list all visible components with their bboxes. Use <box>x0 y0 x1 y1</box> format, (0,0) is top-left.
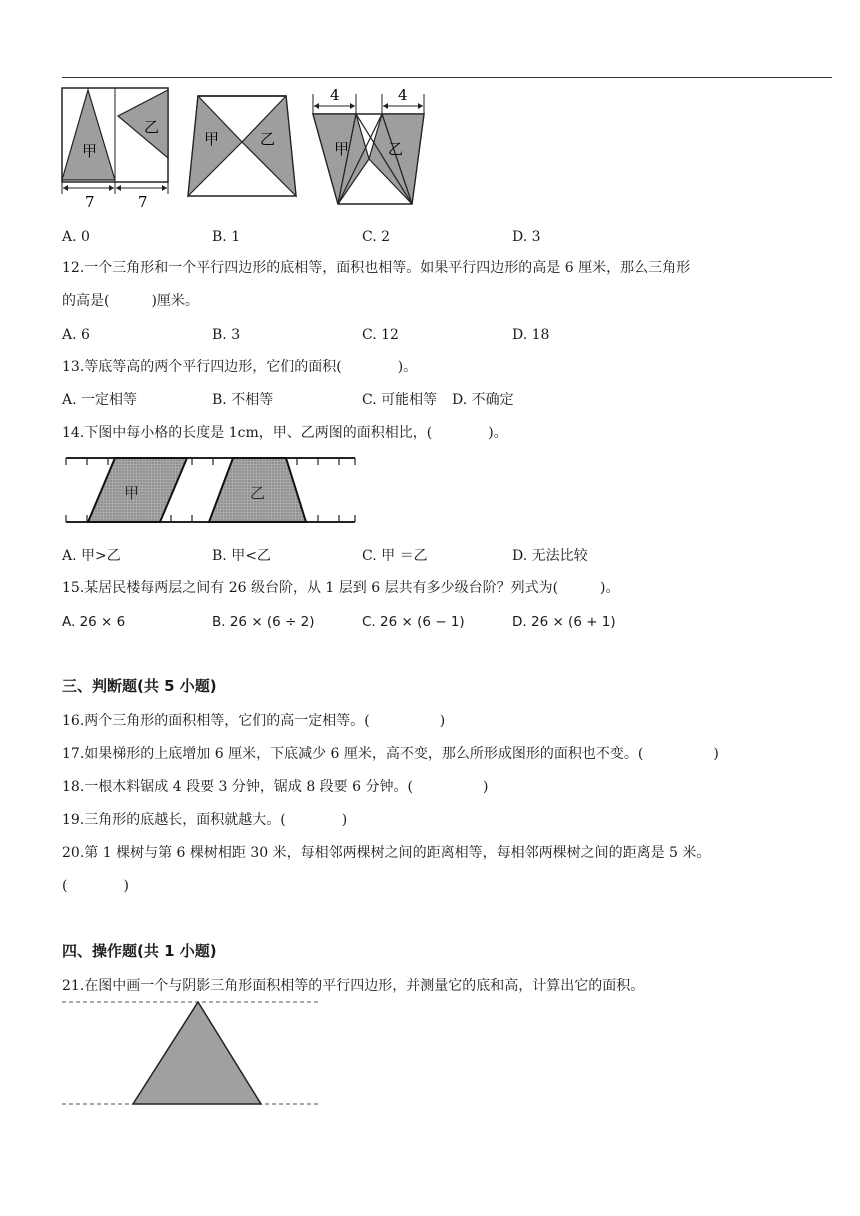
q12-text-line2: 的高是( )厘米。 <box>62 293 199 309</box>
q14-option-c[interactable]: C. 甲 ＝乙 <box>362 548 428 564</box>
q11-option-c[interactable]: C. 2 <box>362 229 391 245</box>
fig1-dim-right: 7 <box>138 193 148 211</box>
q13-option-a[interactable]: A. 一定相等 <box>62 392 138 408</box>
q14-grid-figure <box>62 450 362 532</box>
q18-text: 18.一根木料锯成 4 段要 3 分钟，锯成 8 段要 6 分钟。( ) <box>62 779 489 795</box>
q17-text: 17.如果梯形的上底增加 6 厘米，下底减少 6 厘米，高不变，那么所形成图形的面积也不变。( ) <box>62 746 719 762</box>
q15-option-a[interactable]: A. 26 × 6 <box>62 614 126 630</box>
q11-option-d[interactable]: D. 3 <box>512 229 541 245</box>
section3-heading: 三、判断题(共 5 小题) <box>62 677 217 695</box>
q13-option-b[interactable]: B. 不相等 <box>212 392 274 408</box>
fig1-label-left: 甲 <box>82 142 98 160</box>
q11-option-b[interactable]: B. 1 <box>212 229 241 245</box>
q21-text: 21.在图中画一个与阴影三角形面积相等的平行四边形，并测量它的底和高，计算出它的面积。 <box>62 978 645 994</box>
q15-option-c[interactable]: C. 26 × (6 − 1) <box>362 614 465 630</box>
q14-option-a[interactable]: A. 甲>乙 <box>62 548 121 564</box>
q11-figure-3 <box>308 84 428 208</box>
q19-text: 19.三角形的底越长，面积就越大。( ) <box>62 812 348 828</box>
q13-option-c[interactable]: C. 可能相等 <box>362 392 438 408</box>
q14-option-d[interactable]: D. 无法比较 <box>512 548 588 564</box>
q15-option-b[interactable]: B. 26 × (6 ÷ 2) <box>212 614 315 630</box>
fig1-label-right: 乙 <box>144 118 160 136</box>
q11-option-a[interactable]: A. 0 <box>62 229 90 245</box>
fig3-label-left: 甲 <box>334 140 350 158</box>
q16-text: 16.两个三角形的面积相等，它们的高一定相等。( ) <box>62 713 446 729</box>
q12-option-a[interactable]: A. 6 <box>62 327 90 343</box>
q15-text: 15.某居民楼每两层之间有 26 级台阶，从 1 层到 6 层共有多少级台阶？列式为( )。 <box>62 580 620 596</box>
q13-text: 13.等底等高的两个平行四边形，它们的面积( )。 <box>62 359 418 375</box>
q11-figure-2 <box>186 92 298 202</box>
header-rule <box>62 77 832 78</box>
fig3-dim-right: 4 <box>398 86 408 104</box>
q20-text-line1: 20.第 1 棵树与第 6 棵树相距 30 米，每相邻两棵树之间的距离相等，每相邻两棵树之间的距离是 5 米。 <box>62 845 711 861</box>
fig3-dim-left: 4 <box>330 86 340 104</box>
q15-option-d[interactable]: D. 26 × (6 + 1) <box>512 614 616 630</box>
fig2-label-right: 乙 <box>260 130 276 148</box>
q14-option-b[interactable]: B. 甲<乙 <box>212 548 271 564</box>
q14-label-jia: 甲 <box>124 484 140 502</box>
q12-option-d[interactable]: D. 18 <box>512 327 550 343</box>
q12-text-line1: 12.一个三角形和一个平行四边形的底相等，面积也相等。如果平行四边形的高是 6 厘米，那么三角形 <box>62 260 691 276</box>
q11-figure-1 <box>60 86 172 210</box>
q12-option-c[interactable]: C. 12 <box>362 327 399 343</box>
fig2-label-left: 甲 <box>204 130 220 148</box>
shaded-triangle <box>133 1002 261 1104</box>
q14-text: 14.下图中每小格的长度是 1cm，甲、乙两图的面积相比，( )。 <box>62 425 508 441</box>
fig3-label-right: 乙 <box>388 140 404 158</box>
q14-label-yi: 乙 <box>250 484 266 502</box>
q20-text-line2: ( ) <box>62 878 129 894</box>
q21-triangle-figure <box>62 998 324 1110</box>
fig1-dim-left: 7 <box>85 193 95 211</box>
q12-option-b[interactable]: B. 3 <box>212 327 241 343</box>
q13-option-d[interactable]: D. 不确定 <box>452 392 514 408</box>
section4-heading: 四、操作题(共 1 小题) <box>62 942 217 960</box>
